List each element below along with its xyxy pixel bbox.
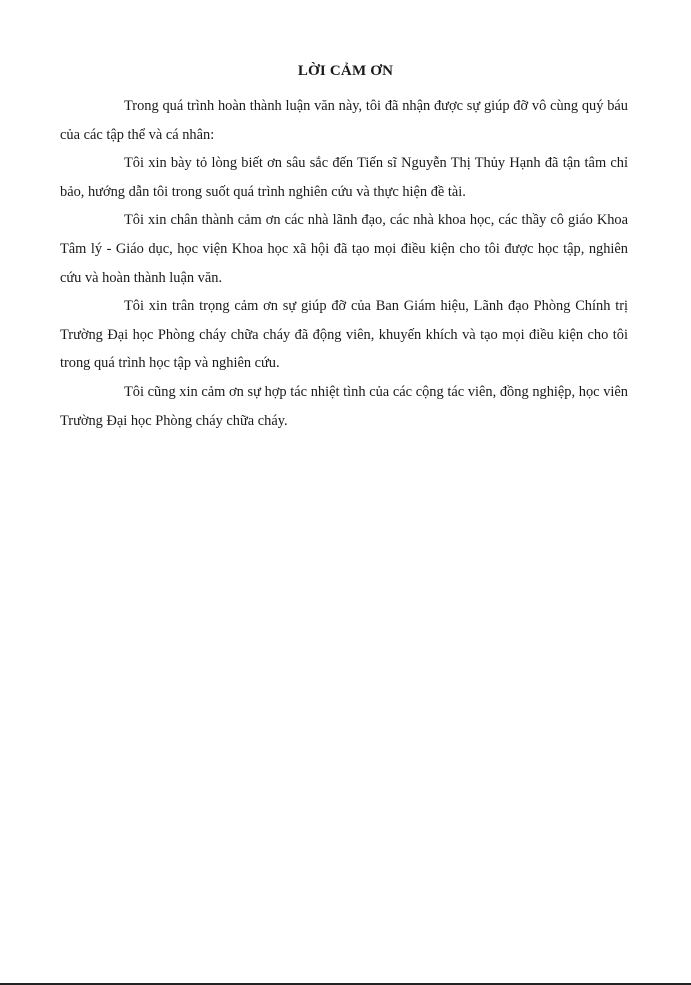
paragraph-supervisor: Tôi xin bày tỏ lòng biết ơn sâu sắc đến Tiến sĩ Nguyễn Thị Thủy Hạnh đã tận tâm chỉ bảo, hướng dẫn tôi trong suốt quá trình nghiên cứu và thực hiện đề tài. [60, 155, 628, 200]
acknowledgement-body [60, 92, 628, 435]
paragraph-intro: Trong quá trình hoàn thành luận văn này, tôi đã nhận được sự giúp đỡ vô cùng quý báu của các tập thể và cá nhân: [60, 98, 628, 143]
paragraph-faculty: Tôi xin chân thành cảm ơn các nhà lãnh đạo, các nhà khoa học, các thầy cô giáo Khoa Tâm lý - Giáo dục, học viện Khoa học xã hội đã tạo mọi điều kiện cho tôi được học tập, nghiên cứu và hoàn thành luận văn. [60, 212, 628, 286]
page-title: LỜI CẢM ƠN [297, 63, 394, 79]
paragraph-colleagues: Tôi cũng xin cảm ơn sự hợp tác nhiệt tình của các cộng tác viên, đồng nghiệp, học viên Trường Đại học Phòng cháy chữa cháy. [60, 383, 628, 429]
paragraph-university: Tôi xin trân trọng cảm ơn sự giúp đỡ của Ban Giám hiệu, Lãnh đạo Phòng Chính trị Trường Đại học Phòng cháy chữa cháy đã động viên, khuyến khích và tạo mọi điều kiện cho tôi trong quá trình học tập và nghiên cứu. [60, 298, 628, 372]
